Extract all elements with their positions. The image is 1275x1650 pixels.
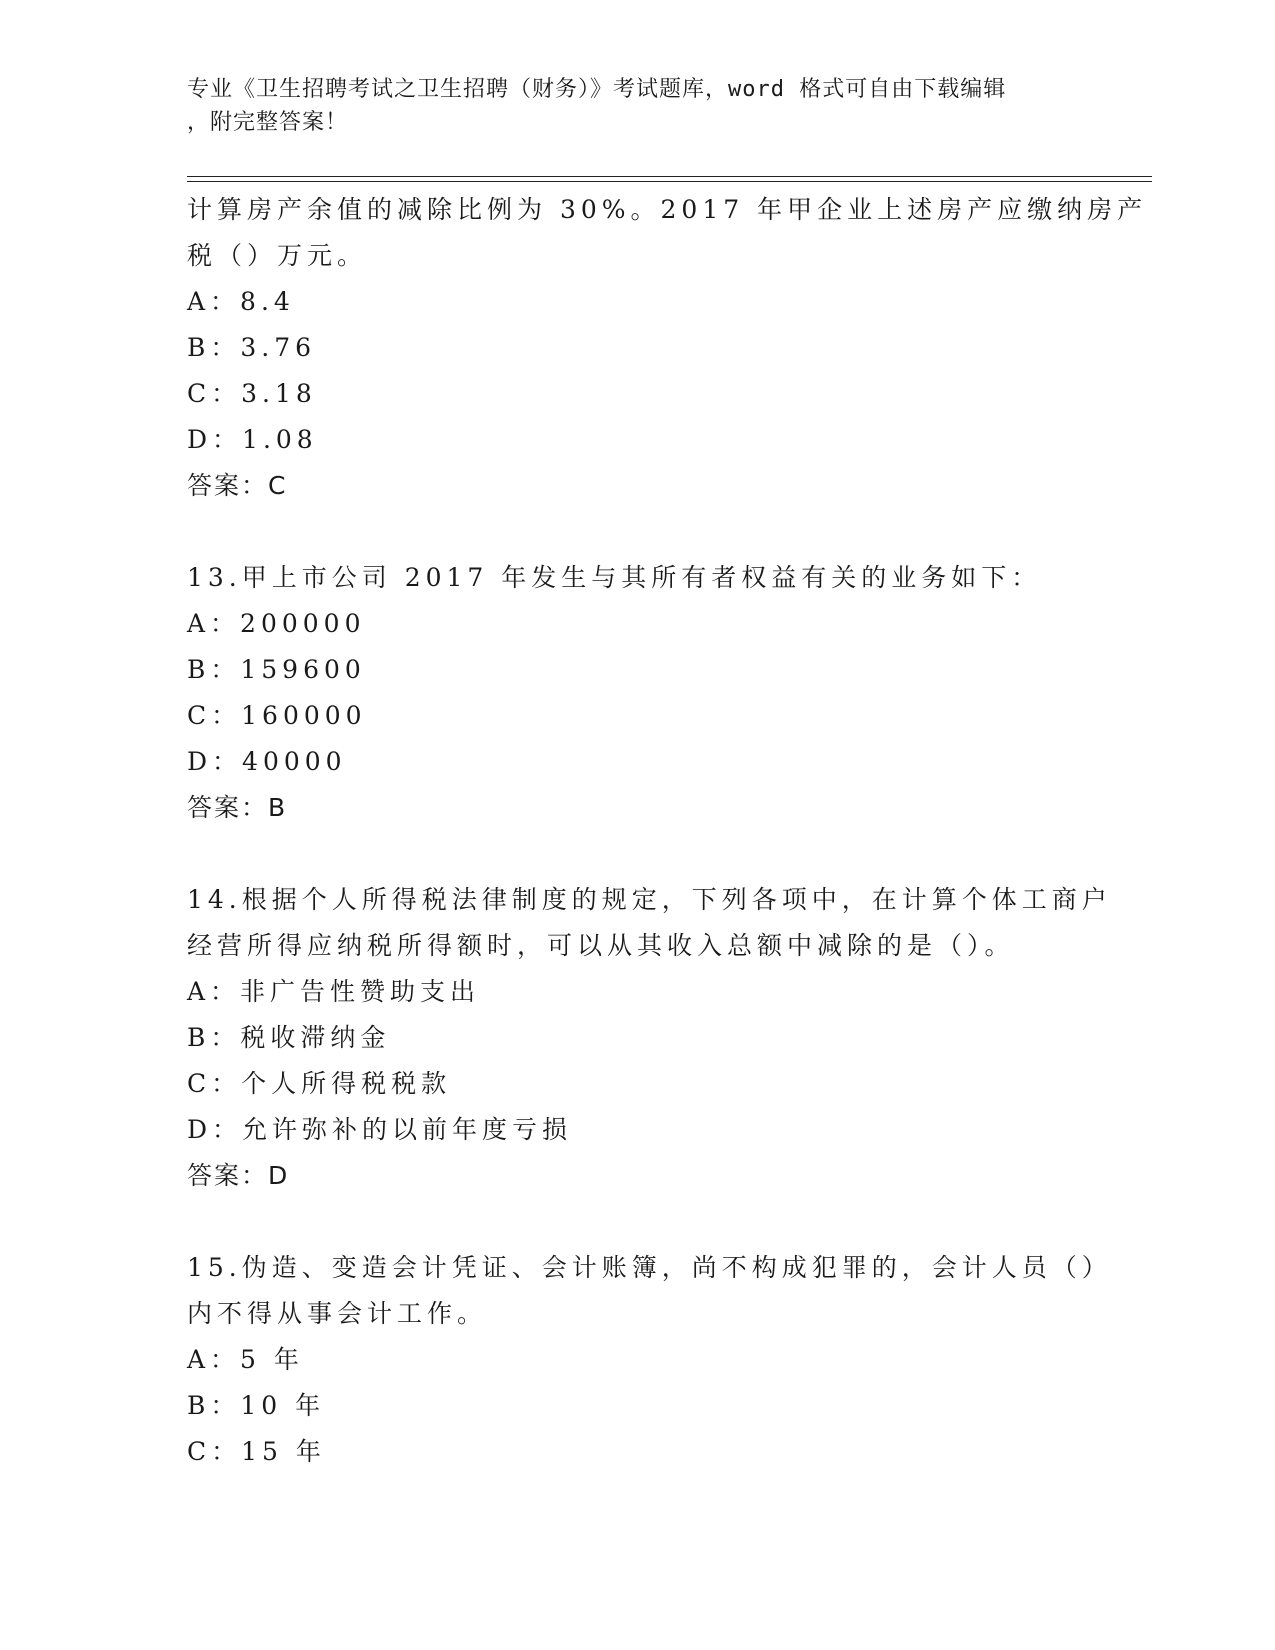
spacer: [187, 831, 1087, 877]
option-a: A：5 年: [187, 1345, 304, 1374]
document-header: [187, 73, 1067, 139]
answer: 答案：D: [187, 1161, 290, 1190]
question-text: 内不得从事会计工作。: [187, 1299, 488, 1328]
header-divider-top: [187, 176, 1152, 177]
option-a: A：非广告性赞助支出: [187, 977, 481, 1006]
answer: 答案：C: [187, 471, 288, 500]
option-a: A：200000: [187, 609, 366, 638]
option-c: C：个人所得税税款: [187, 1069, 452, 1098]
option-a: A：8.4: [187, 287, 295, 316]
option-d: D：40000: [187, 747, 347, 776]
question-text: 经营所得应纳税所得额时，可以从其收入总额中减除的是（）。: [187, 931, 1015, 960]
question-12: [187, 187, 1148, 509]
option-c: C：3.18: [187, 379, 317, 408]
header-line-1: 专业《卫生招聘考试之卫生招聘（财务）》考试题库，word 格式可自由下载编辑: [187, 77, 1007, 102]
header-line-2: ，附完整答案！: [187, 110, 349, 135]
option-d: D：允许弥补的以前年度亏损: [187, 1115, 573, 1144]
option-b: B：3.76: [187, 333, 317, 362]
option-c: C：15 年: [187, 1437, 326, 1466]
option-c: C：160000: [187, 701, 367, 730]
question-list: [187, 187, 1148, 1475]
spacer: [187, 509, 1087, 555]
option-b: B：税收滞纳金: [187, 1023, 391, 1052]
option-b: B：159600: [187, 655, 366, 684]
header-divider-bottom: [187, 181, 1152, 182]
question-15: [187, 1245, 1112, 1475]
question-text: 税（）万元。: [187, 241, 368, 270]
question-13: [187, 555, 1087, 831]
question-text: 15.伪造、变造会计凭证、会计账簿，尚不构成犯罪的，会计人员（）: [187, 1253, 1112, 1282]
question-14: [187, 877, 1112, 1199]
question-text: 计算房产余值的减除比例为 30%。2017 年甲企业上述房产应缴纳房产: [187, 195, 1148, 224]
question-text: 14.根据个人所得税法律制度的规定，下列各项中，在计算个体工商户: [187, 885, 1112, 914]
question-text: 13.甲上市公司 2017 年发生与其所有者权益有关的业务如下：: [187, 563, 1042, 592]
answer: 答案：B: [187, 793, 288, 822]
option-d: D：1.08: [187, 425, 318, 454]
option-b: B：10 年: [187, 1391, 326, 1420]
spacer: [187, 1199, 1087, 1245]
